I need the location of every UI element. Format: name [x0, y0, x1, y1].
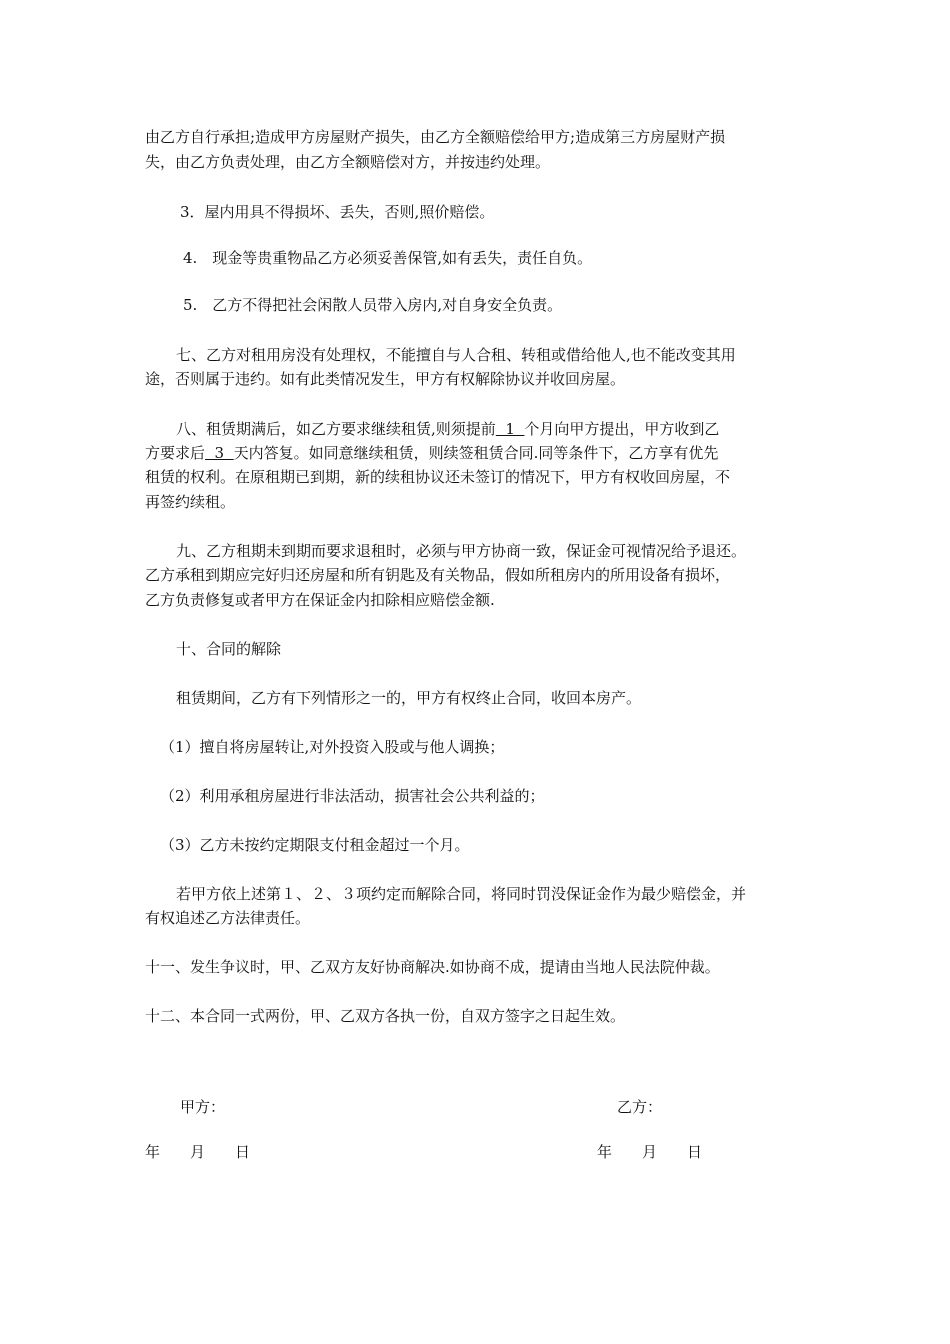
item-3: 3．屋内用具不得损坏、丢失，否则,照价赔偿。: [180, 203, 495, 221]
clause8-line1: [176, 417, 719, 441]
clause12: 十二、本合同一式两份，甲、乙双方各执一份，自双方签字之日起生效。: [145, 1007, 626, 1025]
party-b-date: 年 月 日: [597, 1143, 703, 1161]
clause8-line4: 再签约续租。: [145, 493, 236, 511]
clause10-item-2: （2）利用承租房屋进行非法活动，损害社会公共利益的；: [160, 787, 545, 805]
clause8-line2: [145, 441, 718, 465]
clause8-line3: 租赁的权利。在原租期已到期，新的续租协议还未签订的情况下，甲方有权收回房屋，不: [145, 468, 731, 486]
party-a-label: 甲方：: [180, 1098, 226, 1116]
clause6-continuation-line1: 由乙方自行承担;造成甲方房屋财产损失，由乙方全额赔偿给甲方;造成第三方房屋财产损: [145, 128, 726, 146]
notice-months-value: 1: [495, 420, 525, 438]
clause7-line2: 途，否则属于违约。如有此类情况发生，甲方有权解除协议并收回房屋。: [145, 370, 626, 388]
item-4: 4. 现金等贵重物品乙方必须妥善保管,如有丢失，责任自负。: [183, 249, 593, 267]
party-a-date: 年 月 日: [145, 1143, 251, 1161]
clause8-line2-text-a: 方要求后: [145, 444, 206, 462]
clause9-line3: 乙方负责修复或者甲方在保证金内扣除相应赔偿金额.: [145, 591, 495, 609]
clause10-penalty-line1: 若甲方依上述第１、２、３项约定而解除合同，将同时罚没保证金作为最少赔偿金，并: [176, 885, 747, 903]
clause8-line1-text-b: 个月向甲方提出，甲方收到乙: [524, 420, 720, 438]
clause9-line1: 九、乙方租期未到期而要求退租时，必须与甲方协商一致，保证金可视情况给予退还。: [176, 542, 747, 560]
clause11: 十一、发生争议时，甲、乙双方友好协商解决.如协商不成，提请由当地人民法院仲裁。: [145, 958, 720, 976]
clause10-intro: 租赁期间，乙方有下列情形之一的，甲方有权终止合同，收回本房产。: [176, 689, 642, 707]
clause8-line1-text-a: 八、租赁期满后，如乙方要求继续租赁,则须提前: [176, 420, 496, 438]
reply-days-value: 3: [205, 444, 234, 462]
clause7-line1: 七、乙方对租用房没有处理权，不能擅自与人合租、转租或借给他人,也不能改变其用: [176, 346, 736, 364]
clause9-line2: 乙方承租到期应完好归还房屋和所有钥匙及有关物品，假如所租房内的所用设备有损坏，: [145, 566, 731, 584]
clause10-item-3: （3）乙方未按约定期限支付租金超过一个月。: [160, 836, 470, 854]
clause6-continuation-line2: 失，由乙方负责处理，由乙方全额赔偿对方，并按违约处理。: [145, 153, 551, 171]
party-b-label: 乙方：: [617, 1098, 663, 1116]
item-5: 5. 乙方不得把社会闲散人员带入房内,对自身安全负责。: [183, 296, 563, 314]
clause10-item-1: （1）擅自将房屋转让,对外投资入股或与他人调换；: [160, 738, 505, 756]
clause10-title: 十、合同的解除: [176, 640, 282, 658]
clause10-penalty-line2: 有权追述乙方法律责任。: [145, 909, 311, 927]
clause8-line2-text-b: 天内答复。如同意继续租赁，则续签租赁合同.同等条件下，乙方享有优先: [233, 444, 719, 462]
